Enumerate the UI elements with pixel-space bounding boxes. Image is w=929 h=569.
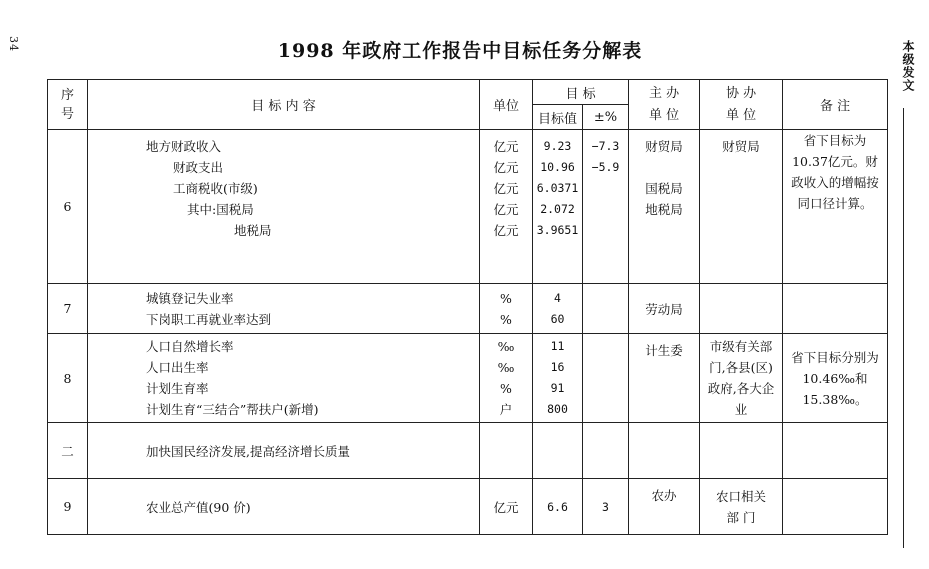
lead-unit: 计生委 <box>645 343 683 358</box>
row-lead: 劳动局 <box>629 284 700 334</box>
item-label: 其中:国税局 <box>187 202 254 217</box>
item-label: 下岗职工再就业率达到 <box>146 311 272 327</box>
target-value: 9.23 <box>543 139 572 153</box>
item-label: 计划生育“三结合”帮扶户(新增) <box>146 402 319 417</box>
row-seq: 6 <box>48 130 88 284</box>
unit-value: 亿元 <box>480 479 533 535</box>
item-label: 地税局 <box>234 223 272 238</box>
unit-value: % <box>500 381 512 396</box>
header-seq: 序号 <box>48 80 88 130</box>
row-values <box>533 130 583 284</box>
pm-value: −5.9 <box>591 160 620 174</box>
row-assist: 市级有关部门,各县(区)政府,各大企业 <box>700 334 783 423</box>
row-seq: 8 <box>48 334 88 423</box>
item-label: 财政支出 <box>173 160 224 175</box>
row-values <box>533 284 583 334</box>
header-target-value: 目标值 <box>533 105 583 130</box>
row-notes: 省下目标为10.37亿元。财政收入的增幅按同口径计算。 <box>783 130 888 284</box>
row-pm <box>583 130 629 284</box>
target-value: 800 <box>547 402 568 416</box>
row-values <box>533 334 583 423</box>
item-label: 农业总产值(90 价) <box>88 479 480 535</box>
header-target: 目 标 <box>533 80 629 105</box>
target-value: 16 <box>550 360 565 374</box>
row-pm <box>583 284 629 334</box>
row-notes: 省下目标分别为10.46‰和15.38‰。 <box>783 334 888 423</box>
target-value: 10.96 <box>540 160 575 174</box>
table-row <box>48 334 888 423</box>
target-value: 91 <box>550 381 565 395</box>
row-notes <box>783 284 888 334</box>
lead-unit: 国税局 <box>645 181 683 196</box>
pm-value: 3 <box>583 479 629 535</box>
item-label: 工商税收(市级) <box>173 181 258 196</box>
header-row <box>48 80 888 105</box>
unit-value: 亿元 <box>493 139 519 154</box>
item-label: 地方财政收入 <box>146 139 222 154</box>
target-value: 6.0371 <box>536 181 579 195</box>
page-title: 1998 年政府工作报告中目标任务分解表 <box>277 40 643 62</box>
side-label: 本级发文 <box>901 40 915 92</box>
row-units <box>480 284 533 334</box>
header-notes: 备 注 <box>783 80 888 130</box>
header-target-pm: ±% <box>583 105 629 130</box>
target-table <box>47 79 888 535</box>
table-row <box>48 130 888 284</box>
row-assist: 农口相关部 门 <box>700 479 783 535</box>
table-row <box>48 479 888 535</box>
unit-value: 户 <box>499 402 513 417</box>
unit-value: % <box>500 290 512 306</box>
item-label: 人口出生率 <box>146 360 209 375</box>
row-seq: 9 <box>48 479 88 535</box>
unit-value: ‰ <box>497 339 515 354</box>
row-notes <box>783 479 888 535</box>
item-label: 人口自然增长率 <box>146 339 234 354</box>
unit-value: 亿元 <box>493 223 519 238</box>
unit-value: % <box>500 311 512 327</box>
item-label: 计划生育率 <box>146 381 209 396</box>
unit-value: 亿元 <box>493 181 519 196</box>
pm-value: −7.3 <box>591 139 620 153</box>
target-value: 11 <box>550 339 565 353</box>
target-value: 3.9651 <box>536 223 579 237</box>
header-unit: 单位 <box>480 80 533 130</box>
target-value: 2.072 <box>540 202 575 216</box>
unit-value: ‰ <box>497 360 515 375</box>
header-lead: 主 办 单 位 <box>629 80 700 130</box>
header-assist: 协 办 单 位 <box>700 80 783 130</box>
assist-unit: 财贸局 <box>722 139 760 154</box>
row-units <box>480 130 533 284</box>
page-number: 34 <box>7 36 20 52</box>
row-items <box>88 130 480 284</box>
row-lead <box>629 479 700 535</box>
row-units <box>480 334 533 423</box>
section-row <box>48 423 888 479</box>
row-assist <box>700 130 783 284</box>
lead-unit: 地税局 <box>645 202 683 217</box>
row-lead <box>629 334 700 423</box>
table-row <box>48 284 888 334</box>
target-value: 60 <box>550 311 565 326</box>
row-items <box>88 334 480 423</box>
row-seq: 7 <box>48 284 88 334</box>
row-items <box>88 284 480 334</box>
target-value: 4 <box>554 290 561 305</box>
row-pm <box>583 334 629 423</box>
section-title: 加快国民经济发展,提高经济增长质量 <box>88 423 480 479</box>
section-seq: 二 <box>48 423 88 479</box>
row-assist <box>700 284 783 334</box>
row-lead <box>629 130 700 284</box>
unit-value: 亿元 <box>493 202 519 217</box>
item-label: 城镇登记失业率 <box>146 290 234 306</box>
lead-unit: 财贸局 <box>645 139 683 154</box>
unit-value: 亿元 <box>493 160 519 175</box>
header-content: 目 标 内 容 <box>88 80 480 130</box>
lead-unit: 农办 <box>651 488 677 503</box>
side-rule <box>903 108 904 548</box>
target-value: 6.6 <box>533 479 583 535</box>
